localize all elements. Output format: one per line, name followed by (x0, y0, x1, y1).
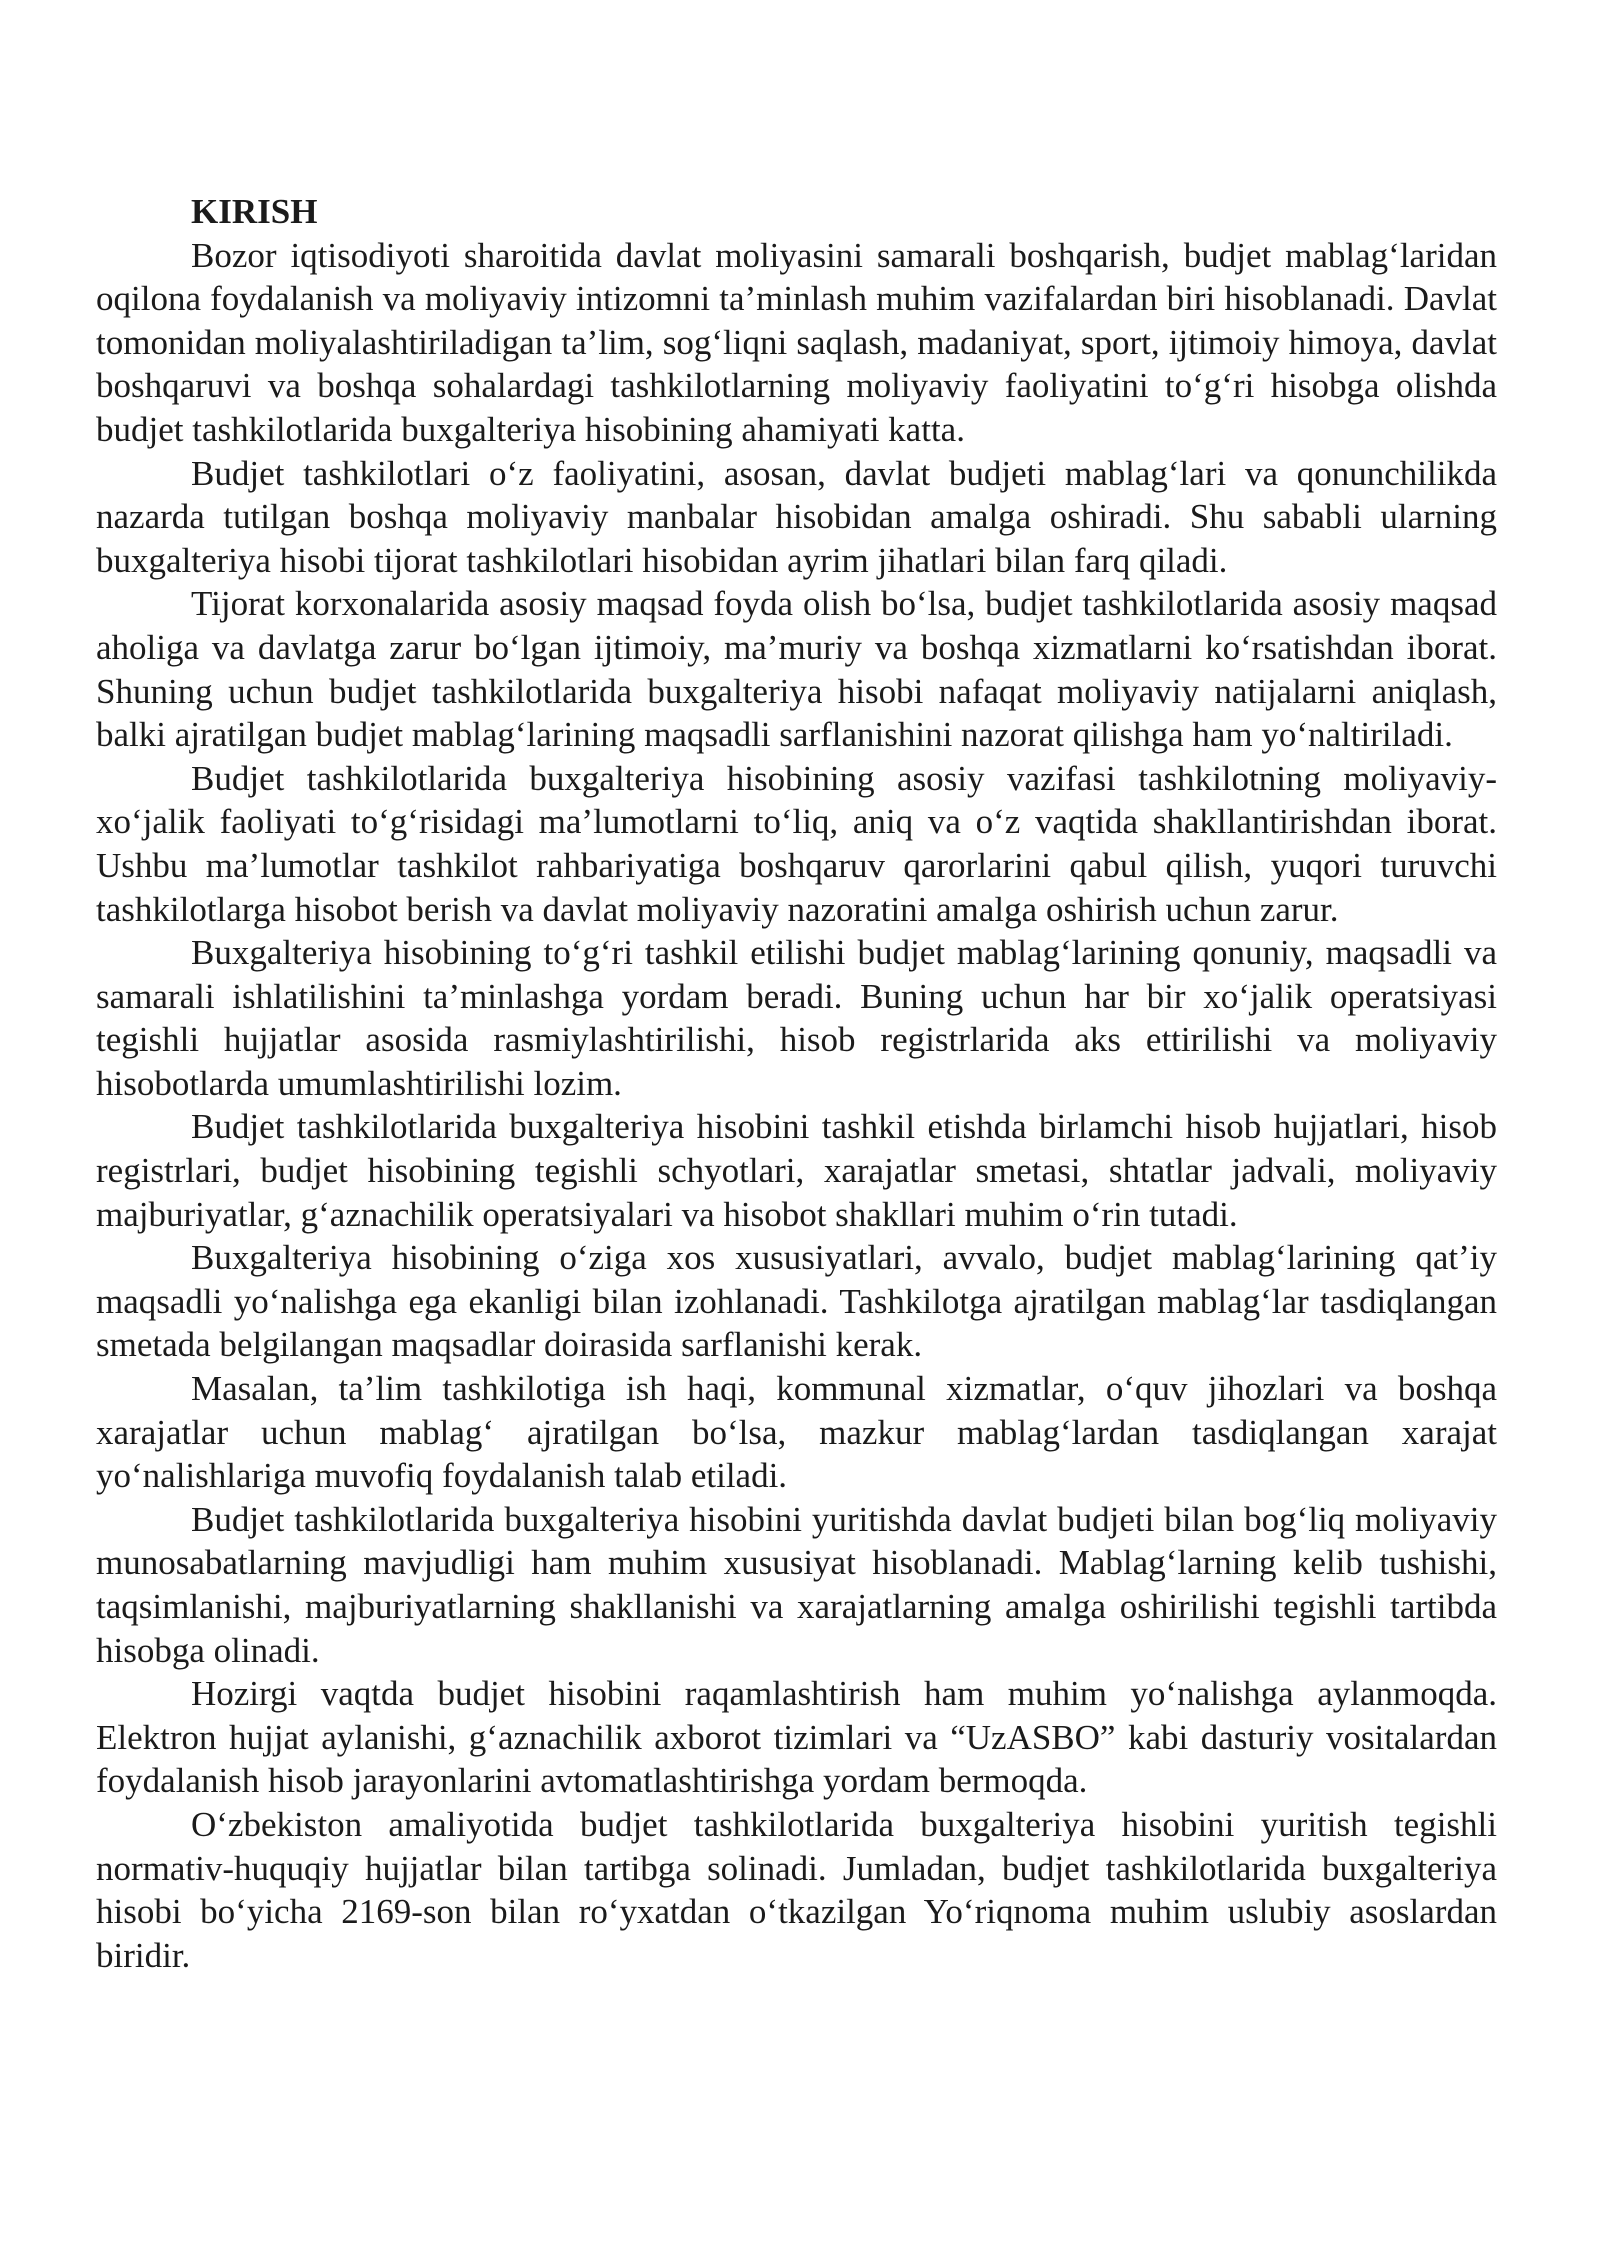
paragraph: Budjet tashkilotlarida buxgalteriya hisobini yuritishda davlat budjeti bilan bog‘liq moliyaviy munosabatlarning mavjudligi ham muhim xususiyat hisoblanadi. Mablag‘larning kelib tushishi, taqsimlanishi, majburiyatlarning shakllanishi va xarajatlarning amalga oshirilishi tegishli tartibda hisobga olinadi. (96, 1499, 1497, 1670)
paragraph: Buxgalteriya hisobining o‘ziga xos xususiyatlari, avvalo, budjet mablag‘larining qat’iy maqsadli yo‘nalishga ega ekanligi bilan izohlanadi. Tashkilotga ajratilgan mablag‘lar tasdiqlangan smetada belgilangan maqsadlar doirasida sarflanishi kerak. (96, 1238, 1497, 1365)
document-page (96, 190, 1497, 1977)
paragraph: Hozirgi vaqtda budjet hisobini raqamlashtirish ham muhim yo‘nalishga aylanmoqda. Elektron hujjat aylanishi, g‘aznachilik axborot tizimlari va “UzASBO” kabi dasturiy vositalardan foydalanish hisob jarayonlarini avtomatlashtirishga yordam bermoqda. (96, 1674, 1497, 1801)
paragraph: Buxgalteriya hisobining to‘g‘ri tashkil etilishi budjet mablag‘larining qonuniy, maqsadli va samarali ishlatilishini ta’minlashga yordam beradi. Buning uchun har bir xo‘jalik operatsiyasi tegishli hujjatlar asosida rasmiylashtirilishi, hisob registrlarida aks ettirilishi va moliyaviy hisobotlarda umumlashtirilishi lozim. (96, 933, 1497, 1103)
paragraph: Budjet tashkilotlarida buxgalteriya hisobini tashkil etishda birlamchi hisob hujjatlari, hisob registrlari, budjet hisobining tegishli schyotlari, xarajatlar smetasi, shtatlar jadvali, moliyaviy majburiyatlar, g‘aznachilik operatsiyalari va hisobot shakllari muhim o‘rin tutadi. (96, 1107, 1497, 1234)
section-heading: KIRISH (191, 192, 318, 231)
paragraph: Masalan, ta’lim tashkilotiga ish haqi, kommunal xizmatlar, o‘quv jihozlari va boshqa xarajatlar uchun mablag‘ ajratilgan bo‘lsa, mazkur mablag‘lardan tasdiqlangan xarajat yo‘nalishlariga muvofiq foydalanish talab etiladi. (96, 1369, 1497, 1496)
paragraph: O‘zbekiston amaliyotida budjet tashkilotlarida buxgalteriya hisobini yuritish tegishli normativ-huquqiy hujjatlar bilan tartibga solinadi. Jumladan, budjet tashkilotlarida buxgalteriya hisobi bo‘yicha 2169-son bilan ro‘yxatdan o‘tkazilgan Yo‘riqnoma muhim uslubiy asoslardan biridir. (96, 1804, 1497, 1975)
paragraph: Tijorat korxonalarida asosiy maqsad foyda olish bo‘lsa, budjet tashkilotlarida asosiy maqsad aholiga va davlatga zarur bo‘lgan ijtimoiy, ma’muriy va boshqa xizmatlarni ko‘rsatishdan iborat. Shuning uchun budjet tashkilotlarida buxgalteriya hisobi nafaqat moliyaviy natijalarni aniqlash, balki ajratilgan budjet mablag‘larining maqsadli sarflanishini nazorat qilishga ham yo‘naltiriladi. (96, 584, 1497, 755)
paragraph: Budjet tashkilotlarida buxgalteriya hisobining asosiy vazifasi tashkilotning moliyaviy-xo‘jalik faoliyati to‘g‘risidagi ma’lumotlarni to‘liq, aniq va o‘z vaqtida shakllantirishdan iborat. Ushbu ma’lumotlar tashkilot rahbariyatiga boshqaruv qarorlarini qabul qilish, yuqori turuvchi tashkilotlarga hisobot berish va davlat moliyaviy nazoratini amalga oshirish uchun zarur. (96, 758, 1497, 929)
paragraph: Budjet tashkilotlari o‘z faoliyatini, asosan, davlat budjeti mablag‘lari va qonunchilikda nazarda tutilgan boshqa moliyaviy manbalar hisobidan amalga oshiradi. Shu sababli ularning buxgalteriya hisobi tijorat tashkilotlari hisobidan ayrim jihatlari bilan farq qiladi. (96, 453, 1497, 580)
paragraph: Bozor iqtisodiyoti sharoitida davlat moliyasini samarali boshqarish, budjet mablag‘laridan oqilona foydalanish va moliyaviy intizomni ta’minlash muhim vazifalardan biri hisoblanadi. Davlat tomonidan moliyalashtiriladigan ta’lim, sog‘liqni saqlash, madaniyat, sport, ijtimoiy himoya, davlat boshqaruvi va boshqa sohalardagi tashkilotlarning moliyaviy faoliyatini to‘g‘ri hisobga olishda budjet tashkilotlarida buxgalteriya hisobining ahamiyati katta. (96, 235, 1497, 449)
